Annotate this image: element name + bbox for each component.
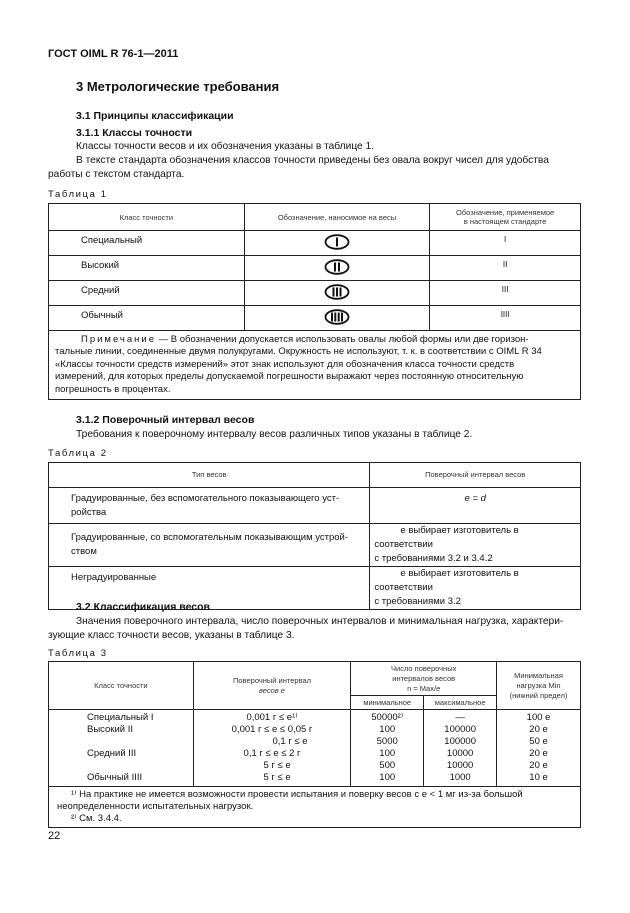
t3-header-min-load: Минимальная нагрузка Min (нижний предел) xyxy=(497,662,581,710)
class-mark-icon xyxy=(244,281,430,306)
section-title: 3 Метрологические требования xyxy=(76,79,280,94)
t2-type: Неградуированные xyxy=(49,567,370,610)
t1-class-name: Специальный xyxy=(49,231,245,256)
subsection-3-1-1-title: 3.1.1 Классы точности xyxy=(76,127,193,139)
t2-type: Градуированные, без вспомогательного показывающего уст- ройства xyxy=(49,488,370,524)
t1-class-std: III xyxy=(430,281,581,306)
t1-header-mark: Обозначение, наносимое на весы xyxy=(244,204,430,231)
t2-type: Градуированные, со вспомогательным показывающим устрой- ством xyxy=(49,524,370,567)
t1-class-name: Средний xyxy=(49,281,245,306)
t1-header-std: Обозначение, применяемое в настоящем стандарте xyxy=(430,204,581,231)
t2-interval: e выбирает изготовитель в соответствии с требованиями 3.2 xyxy=(370,567,581,610)
paragraph-4-line-2: зующие класс точности весов, указаны в таблице 3. xyxy=(48,630,295,641)
t1-class-std: II xyxy=(430,256,581,281)
subsection-3-1-title: 3.1 Принципы классификации xyxy=(76,110,234,122)
t3-min-loads: 100 e 20 e 50 e 20 e 20 e 10 e xyxy=(497,710,581,787)
table-row xyxy=(49,710,581,787)
t3-header-number: Число поверочных интервалов весов n = Max/e xyxy=(351,662,497,696)
table-2 xyxy=(48,462,581,610)
paragraph-4-line-1: Значения поверочного интервала, число поверочных интервалов и минимальная нагрузка, характери- xyxy=(76,616,564,627)
t1-class-std: IIII xyxy=(430,306,581,331)
table-3-caption: Таблица 3 xyxy=(48,648,108,659)
paragraph-1: Классы точности весов и их обозначения указаны в таблице 1. xyxy=(76,141,375,152)
t1-class-name: Обычный xyxy=(49,306,245,331)
class-mark-icon xyxy=(244,231,430,256)
t1-class-name: Высокий xyxy=(49,256,245,281)
t3-header-max: максимальное xyxy=(424,696,497,710)
table-3 xyxy=(48,661,581,828)
t3-header-min: минимальное xyxy=(351,696,424,710)
table-1 xyxy=(48,203,581,400)
document-header: ГОСТ OIML R 76-1—2011 xyxy=(48,48,179,60)
t2-interval: e = d xyxy=(370,488,581,524)
t2-header-interval: Поверочный интервал весов xyxy=(370,463,581,488)
table-1-note: Примечание — В обозначении допускается использовать овалы любой формы или две горизон- тальные линии, соединенные двумя полукругами. Окружность не используют, т. к. в соответствии с OIML R 34 «Классы точности средств измерений» этот знак используют для обозначения класса точности средств измерений, для которых пределы допускаемой погрешности выражают через постоянную относительную погрешность в процентах. xyxy=(49,331,581,400)
subsection-3-2-title: 3.2 Классификация весов xyxy=(76,601,210,613)
table-1-caption: Таблица 1 xyxy=(48,189,108,200)
subsection-3-1-2-title: 3.1.2 Поверочный интервал весов xyxy=(76,414,255,426)
table-row xyxy=(49,306,581,331)
class-mark-icon xyxy=(244,256,430,281)
t2-header-type: Тип весов xyxy=(49,463,370,488)
table-row xyxy=(49,281,581,306)
paragraph-3: Требования к поверочному интервалу весов различных типов указаны в таблице 2. xyxy=(76,429,473,440)
paragraph-2-line-2: работы с текстом стандарта. xyxy=(48,169,185,180)
table-2-caption: Таблица 2 xyxy=(48,448,108,459)
t2-interval: e выбирает изготовитель в соответствии с требованиями 3.2 и 3.4.2 xyxy=(370,524,581,567)
t3-header-class: Класс точности xyxy=(49,662,194,710)
class-mark-icon xyxy=(244,306,430,331)
t3-max-values: — 100000 100000 10000 10000 1000 xyxy=(424,710,497,787)
table-3-footnotes: ¹⁾ На практике не имеется возможности провести испытания и поверку весов с e < 1 мг из-за большой неопределенности испытательных нагрузок. ²⁾ См. 3.4.4. xyxy=(49,787,581,828)
page-number: 22 xyxy=(48,830,61,842)
t3-min-values: 50000²⁾ 100 5000 100 500 100 xyxy=(351,710,424,787)
t1-header-class: Класс точности xyxy=(49,204,245,231)
table-row xyxy=(49,231,581,256)
t3-classes: Специальный I Высокий II Средний III Обычный IIII xyxy=(49,710,194,787)
t1-class-std: I xyxy=(430,231,581,256)
t3-header-interval: Поверочный интервал весов e xyxy=(193,662,350,710)
table-row xyxy=(49,524,581,567)
table-row xyxy=(49,256,581,281)
t3-intervals: 0,001 г ≤ e¹⁾ 0,001 г ≤ e ≤ 0,05 г 0,1 г ≤ e 0,1 г ≤ e ≤ 2 г 5 г ≤ e 5 г ≤ e xyxy=(193,710,350,787)
paragraph-2-line-1: В тексте стандарта обозначения классов точности приведены без овала вокруг чисел для удобства xyxy=(76,155,549,166)
table-row xyxy=(49,488,581,524)
